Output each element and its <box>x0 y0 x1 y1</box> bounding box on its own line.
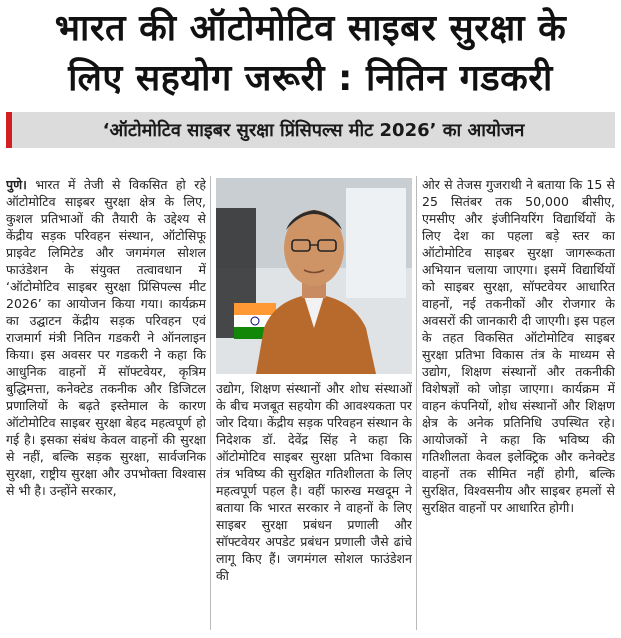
article-column-3 <box>422 176 615 628</box>
portrait-illustration <box>216 178 412 374</box>
subheading-banner <box>6 112 615 148</box>
headline-line-1: भारत की ऑटोमोटिव साइबर सुरक्षा के <box>54 8 567 49</box>
article-column-2-text: उद्योग, शिक्षण संस्थानों और शोध संस्थाओं के बीच मजबूत सहयोग की आवश्यकता पर जोर दिया। केंद्रीय सड़क परिवहन संस्थान के निदेशक डॉ. देवेंद्र सिंह ने कहा कि ऑटोमोटिव साइबर सुरक्षा प्रतिभा विकास तंत्र भविष्य की सुरक्षित गतिशीलता के लिए महत्वपूर्ण पहल है। वहीं फारुख मखदूम ने बताया कि भारत सरकार ने वाहनों के लिए साइबर सुरक्षा प्रबंधन प्रणाली और सॉफ्टवेयर अपडेट प्रबंधन प्रणाली जैसे ढांचे लागू किए हैं। जगमंगल सोशल फाउंडेशन की <box>216 381 412 583</box>
article-paragraph-1 <box>6 176 206 499</box>
article-photo <box>216 178 412 374</box>
headline-line-2: लिए सहयोग जरूरी : नितिन गडकरी <box>68 58 553 99</box>
article-column-3-text: ओर से तेजस गुजराथी ने बताया कि 15 से 25 सितंबर तक 50,000 बीसीए, एमसीए और इंजीनियरिंग विद्यार्थियों के लिए देश का पहला बड़े स्तर का ऑटोमोटिव साइबर सुरक्षा जागरूकता अभियान चलाया जाएगा। इसमें विद्यार्थियों को साइबर सुरक्षा, सॉफ्टवेयर आधारित वाहनों, नई तकनीकों और रोजगार के अवसरों की जानकारी दी जाएगी। इस पहल के तहत विकसित ऑटोमोटिव साइबर सुरक्षा प्रतिभा विकास तंत्र के माध्यम से उद्योग, शिक्षण संस्थानों और तकनीकी विशेषज्ञों को जोड़ा जाएगा। कार्यक्रम में वाहन कंपनियों, शोध संस्थानों और शिक्षण क्षेत्र के अनेक प्रतिनिधि उपस्थित रहे। आयोजकों ने कहा कि भविष्य की गतिशीलता केवल इलेक्ट्रिक और कनेक्टेड वाहनों तक सीमित नहीं होगी, बल्कि सुरक्षित, विश्वसनीय और साइबर हमलों से सुरक्षित वाहनों पर आधारित होगी। <box>422 177 615 515</box>
article-column-2 <box>216 380 412 630</box>
column-divider <box>210 176 211 630</box>
dateline-place: पुणे। <box>6 177 27 192</box>
headline <box>0 4 621 104</box>
subheading-text: ‘ऑटोमोटिव साइबर सुरक्षा प्रिंसिपल्स मीट 2026’ का आयोजन <box>102 120 525 141</box>
article-column-1-text: भारत में तेजी से विकसित हो रहे ऑटोमोटिव साइबर सुरक्षा क्षेत्र के लिए, कुशल प्रतिभाओं की तैयारी के उद्देश्य से केंद्रीय सड़क परिवहन संस्थान, ऑटोसिफू प्राइवेट लिमिटेड और जगमंगल सोशल फाउंडेशन के संयुक्त तत्वावधान में ‘ऑटोमोटिव साइबर सुरक्षा प्रिंसिपल्स मीट 2026’ का आयोजन किया गया। कार्यक्रम का उद्घाटन केंद्रीय सड़क परिवहन एवं राजमार्ग मंत्री नितिन गडकरी ने ऑनलाइन किया। इस अवसर पर गडकरी ने कहा कि आधुनिक वाहनों में सॉफ्टवेयर, कृत्रिम बुद्धिमत्ता, कनेक्टेड तकनीक और डिजिटल प्रणालियों के बढ़ते इस्तेमाल के कारण ऑटोमोटिव साइबर सुरक्षा बेहद महत्वपूर्ण हो गई है। इसका संबंध केवल वाहनों की सुरक्षा से नहीं, बल्कि सड़क सुरक्षा, सार्वजनिक सुरक्षा, राष्ट्रीय सुरक्षा और उपभोक्ता विश्वास से भी है। उन्होंने सरकार, <box>6 177 206 498</box>
article-column-1 <box>6 176 206 628</box>
column-divider <box>416 176 417 630</box>
